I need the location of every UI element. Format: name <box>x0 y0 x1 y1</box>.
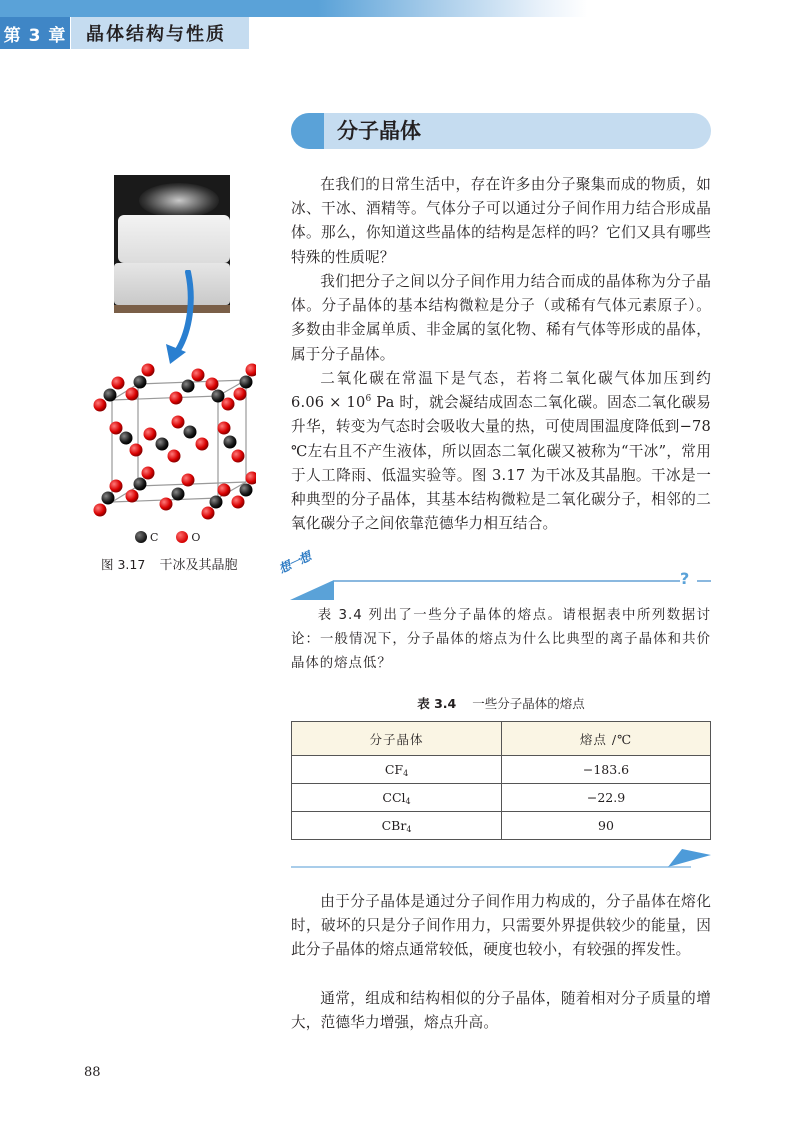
think-box-wedge <box>290 580 336 600</box>
vapor-cloud <box>139 183 219 218</box>
table-caption <box>291 694 711 712</box>
think-box-text: 表 3.4 列出了一些分子晶体的熔点。请根据表中所列数据讨论：一般情况下，分子晶体的熔点为什么比典型的离子晶体和共价晶体的熔点低？ <box>291 608 711 672</box>
chapter-label: 第 3 章 <box>0 17 70 49</box>
carbon-atom-icon <box>135 531 147 543</box>
chapter-header-band <box>0 0 794 17</box>
paragraph-dry-ice <box>291 367 711 536</box>
table-number: 表 3.4 <box>417 696 457 711</box>
think-box-label: 想一想 <box>276 549 313 577</box>
table-row <box>292 812 711 840</box>
dry-ice-block-top <box>118 215 230 263</box>
paragraph-definition: 我们把分子之间以分子间作用力结合而成的晶体称为分子晶体。分子晶体的基本结构微粒是分子（或稀有气体元素原子）。多数由非金属单质、非金属的氢化物、稀有气体等形成的晶体，属于分子晶体。 <box>291 273 711 363</box>
dry-ice-text-b: Pa 时，就会凝结成固态二氧化碳。固态二氧化碳易升华，转变为气态时会吸收大量的热，可使周围温度降低到−78 ℃左右且不产生液体，所以固态二氧化碳又被称为“干冰”，常用于人工降雨、低温实验等。图 3.17 为干冰及其晶胞。干冰是一种典型的分子晶体，其基本结构微粒是二氧化碳分子，相邻的二氧化碳分子之间依靠范德华力相互结合。 <box>291 394 711 533</box>
figure-caption <box>101 554 237 573</box>
section-title: 分子晶体 <box>337 119 421 143</box>
think-box-end-arrow-icon <box>668 845 712 869</box>
co2-unit-cell-diagram <box>88 358 256 524</box>
dry-ice-text-a: 二氧化碳在常温下是气态，若将二氧化碳气体加压到约 6.06 × 10 <box>291 370 711 412</box>
melting-point-cell: −183.6 <box>502 756 711 784</box>
table-row <box>292 784 711 812</box>
question-mark-icon: ? <box>680 569 690 588</box>
exponent: 6 <box>365 394 372 405</box>
paragraph-trend: 通常，组成和结构相似的分子晶体，随着相对分子质量的增大，范德华力增强，熔点升高。 <box>291 990 711 1032</box>
think-box-end-rule <box>291 866 691 868</box>
table-header-row <box>292 722 711 756</box>
melting-point-cell: 90 <box>502 812 711 840</box>
co2-molecules <box>94 364 257 520</box>
curved-arrow-icon <box>160 270 200 365</box>
header-crystal: 分子晶体 <box>292 722 502 756</box>
melting-point-cell: −22.9 <box>502 784 711 812</box>
formula-cell: $CF_4$ <box>292 756 502 784</box>
section-heading-cap <box>291 113 324 149</box>
formula-cell: CCl$_4$ <box>292 784 502 812</box>
table-caption-text: 一些分子晶体的熔点 <box>472 696 585 711</box>
figure-legend <box>135 529 200 545</box>
page-number: 88 <box>84 1065 101 1080</box>
section-heading <box>291 113 711 149</box>
think-box-rule <box>334 580 680 582</box>
figure-caption-text: 干冰及其晶胞 <box>159 558 238 573</box>
legend-oxygen-label: O <box>191 530 201 544</box>
think-box-rule-tail <box>697 580 711 582</box>
paragraph-properties: 由于分子晶体是通过分子间作用力构成的，分子晶体在熔化时，破坏的只是分子间作用力，只需要外界提供较少的能量，因此分子晶体的熔点通常较低，硬度也较小，有较强的挥发性。 <box>291 893 711 959</box>
legend-carbon-label: C <box>150 530 159 544</box>
header-melting-point: 熔点 /℃ <box>502 722 711 756</box>
oxygen-atom-icon <box>176 531 188 543</box>
table-row <box>292 756 711 784</box>
figure-number: 图 3.17 <box>101 557 146 572</box>
chapter-title: 晶体结构与性质 <box>71 17 249 49</box>
melting-point-table <box>291 721 711 840</box>
formula-cell: CBr$_4$ <box>292 812 502 840</box>
paragraph-intro: 在我们的日常生活中，存在许多由分子聚集而成的物质，如冰、干冰、酒精等。气体分子可以通过分子间作用力结合形成晶体。那么，你知道这些晶体的结构是怎样的吗？它们又具有哪些特殊的性质呢？ <box>291 176 711 266</box>
